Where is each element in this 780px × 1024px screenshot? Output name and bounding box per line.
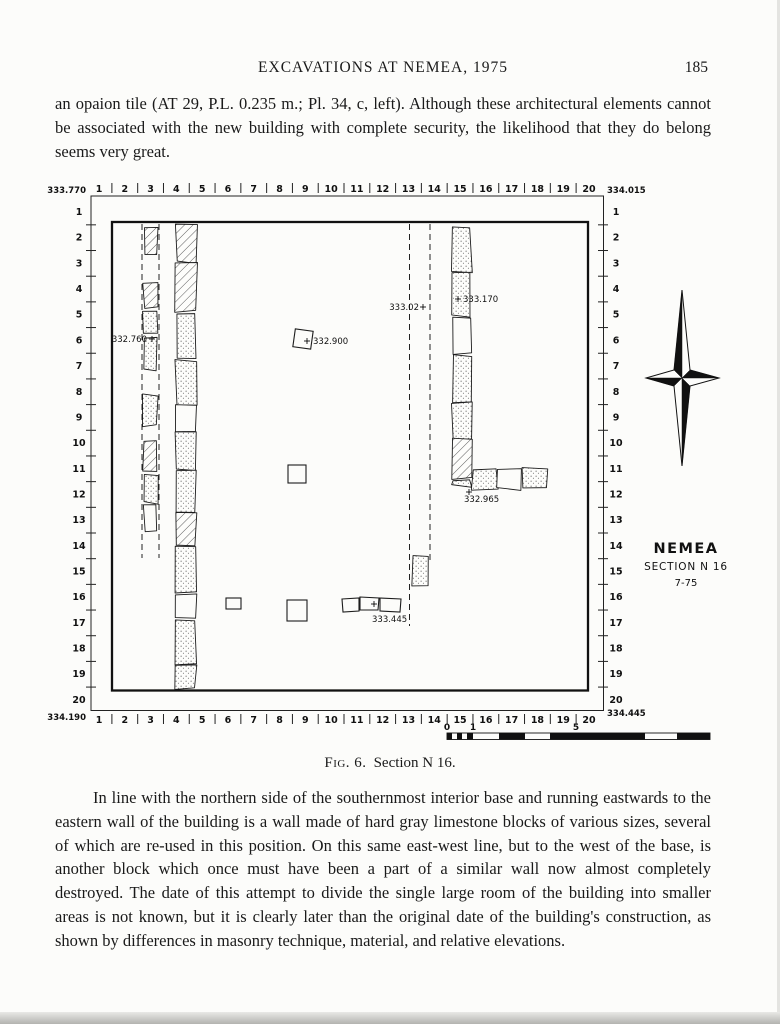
grid-number-top: 14 bbox=[427, 184, 441, 195]
wall-stone bbox=[175, 224, 197, 263]
grid-number-left: 4 bbox=[75, 284, 83, 296]
grid-number-left: 12 bbox=[72, 489, 86, 501]
north-arrow-icon bbox=[646, 290, 719, 466]
grid-number-top: 15 bbox=[453, 184, 467, 195]
grid-number-bottom: 6 bbox=[224, 715, 232, 726]
corner-elevation-top-left: 333.770 bbox=[47, 186, 86, 196]
wall-stone bbox=[143, 311, 158, 333]
grid-number-left: 6 bbox=[75, 335, 83, 347]
figure-caption-text: Section N 16. bbox=[373, 755, 456, 771]
wall-stone bbox=[175, 546, 196, 593]
wall-stone bbox=[452, 438, 472, 479]
grid-number-bottom: 8 bbox=[276, 715, 283, 726]
page-number: 185 bbox=[684, 59, 708, 76]
grid-number-left: 19 bbox=[72, 669, 86, 681]
wall-stone bbox=[451, 227, 472, 273]
grid-number-bottom: 11 bbox=[350, 715, 364, 726]
running-head-title: EXCAVATIONS AT NEMEA, 1975 bbox=[258, 59, 508, 76]
grid-number-top: 7 bbox=[250, 184, 258, 195]
wall-stone bbox=[176, 512, 197, 545]
grid-number-top: 10 bbox=[324, 184, 338, 195]
grid-number-right: 13 bbox=[609, 515, 623, 527]
grid-number-right: 3 bbox=[612, 258, 620, 270]
grid-number-bottom: 18 bbox=[530, 715, 545, 726]
grid-number-bottom: 10 bbox=[324, 715, 338, 726]
section-id: SECTION N 16 bbox=[644, 561, 728, 573]
grid-number-top: 16 bbox=[479, 184, 493, 195]
grid-number-bottom: 9 bbox=[302, 715, 309, 726]
grid-number-right: 1 bbox=[612, 207, 620, 218]
wall-stone bbox=[175, 263, 198, 313]
grid-number-top: 12 bbox=[376, 184, 390, 195]
wall-stone bbox=[175, 360, 197, 406]
grid-number-left: 20 bbox=[72, 694, 86, 706]
grid-number-left: 10 bbox=[72, 438, 86, 450]
grid-number-left: 5 bbox=[75, 309, 83, 321]
grid-number-bottom: 12 bbox=[376, 715, 390, 726]
figure-caption bbox=[0, 755, 780, 772]
wall-stone bbox=[471, 469, 498, 490]
grid-number-bottom: 13 bbox=[401, 715, 416, 726]
wall-stone bbox=[497, 469, 522, 491]
scan-edge-bottom bbox=[0, 1012, 780, 1024]
grid-number-right: 16 bbox=[609, 592, 623, 604]
grid-number-left: 7 bbox=[75, 361, 83, 373]
interior-base-middle bbox=[288, 465, 306, 483]
interior-base-south bbox=[287, 600, 307, 621]
wall-stone bbox=[143, 441, 157, 472]
grid-number-top: 2 bbox=[121, 184, 129, 195]
grid-number-right: 11 bbox=[609, 463, 623, 475]
grid-number-right: 10 bbox=[609, 438, 623, 450]
grid-number-right: 5 bbox=[612, 309, 620, 321]
grid-number-left: 16 bbox=[72, 592, 86, 604]
grid-number-bottom: 15 bbox=[453, 715, 467, 726]
small-block-west bbox=[226, 598, 241, 609]
scale-label-0: 0 bbox=[443, 723, 451, 733]
grid-number-top: 1 bbox=[95, 184, 103, 195]
wall-stone bbox=[177, 314, 196, 359]
grid-number-bottom: 7 bbox=[250, 715, 258, 726]
wall-stone bbox=[143, 505, 156, 532]
wall-block-row bbox=[380, 598, 401, 612]
grid-ruler bbox=[47, 183, 646, 726]
grid-number-top: 6 bbox=[224, 184, 232, 195]
grid-number-bottom: 16 bbox=[479, 715, 493, 726]
grid-number-right: 17 bbox=[609, 617, 623, 629]
grid-number-top: 4 bbox=[173, 184, 180, 195]
grid-number-bottom: 20 bbox=[582, 715, 596, 726]
section-plan-figure bbox=[0, 180, 780, 755]
elevation-label: 332.965 bbox=[464, 495, 500, 505]
grid-number-bottom: 2 bbox=[121, 715, 129, 726]
wall-stone bbox=[412, 556, 428, 586]
grid-number-left: 3 bbox=[75, 258, 83, 270]
figure-caption-prefix: Fig. 6. bbox=[324, 755, 367, 771]
body-paragraph-2: In line with the northern side of the southernmost interior base and running eastwards to the eastern wall of the building is a wall made of hard gray limestone blocks of various sizes, several of which are re-used in this position. On this same east-west line, but to the west of the base, is another block which once must have been a part of a similar wall now almost completely destroyed. The date of this attempt to divide the single large room of the building into smaller areas is not known, but it is clearly later than the original date of the building's construction, as shown by differences in masonry technique, material, and relative elevations. bbox=[55, 788, 711, 950]
elevation-label: 333.02 bbox=[389, 303, 419, 313]
excavation-walls bbox=[143, 224, 548, 689]
grid-number-bottom: 3 bbox=[147, 715, 154, 726]
grid-number-left: 8 bbox=[75, 386, 83, 398]
grid-number-right: 7 bbox=[612, 361, 620, 373]
grid-number-right: 14 bbox=[609, 540, 623, 552]
wall-stone bbox=[453, 355, 472, 403]
wall-stone bbox=[453, 317, 472, 354]
corner-elevation-bottom-right: 334.445 bbox=[607, 709, 646, 719]
elevation-label: 333.445 bbox=[372, 615, 408, 625]
elevation-label: 333.170 bbox=[463, 295, 499, 305]
grid-frame bbox=[91, 196, 604, 711]
elevation-label: 332.760 bbox=[111, 335, 147, 345]
grid-number-left: 15 bbox=[72, 566, 86, 578]
grid-number-top: 13 bbox=[401, 184, 416, 195]
wall-stone bbox=[175, 594, 197, 618]
wall-stone bbox=[143, 394, 159, 427]
wall-stone bbox=[176, 470, 196, 512]
wall-block-row bbox=[342, 598, 359, 612]
grid-number-top: 20 bbox=[582, 184, 596, 195]
body-paragraph-1: an opaion tile (AT 29, P.L. 0.235 m.; Pl. 34, c, left). Although these architectural elements cannot be associated with the new building with complete security, the likelihood that they do belong seems very great. bbox=[55, 94, 711, 161]
corner-elevation-top-right: 334.015 bbox=[607, 186, 646, 196]
grid-number-top: 5 bbox=[198, 184, 206, 195]
wall-stone bbox=[175, 620, 197, 665]
grid-number-left: 14 bbox=[72, 540, 86, 552]
grid-number-left: 17 bbox=[72, 617, 86, 629]
interior-base-north bbox=[293, 329, 313, 349]
wall-stone bbox=[175, 432, 196, 471]
grid-number-top: 3 bbox=[147, 184, 154, 195]
grid-number-bottom: 5 bbox=[198, 715, 206, 726]
grid-number-left: 11 bbox=[72, 463, 86, 475]
section-date: 7-75 bbox=[674, 578, 698, 589]
wall-stone bbox=[175, 665, 197, 689]
site-name: NEMEA bbox=[653, 541, 719, 557]
grid-number-right: 2 bbox=[612, 232, 620, 244]
grid-number-bottom: 4 bbox=[173, 715, 180, 726]
grid-number-top: 11 bbox=[350, 184, 364, 195]
wall-stone bbox=[144, 474, 158, 504]
grid-number-right: 4 bbox=[612, 284, 620, 296]
wall-stone bbox=[522, 468, 548, 488]
grid-number-left: 13 bbox=[72, 515, 86, 527]
grid-number-top: 18 bbox=[530, 184, 545, 195]
wall-stone bbox=[144, 227, 158, 254]
grid-number-right: 6 bbox=[612, 335, 620, 347]
grid-number-top: 19 bbox=[556, 184, 570, 195]
grid-number-right: 12 bbox=[609, 489, 623, 501]
grid-number-top: 8 bbox=[276, 184, 283, 195]
elevation-marker bbox=[420, 304, 426, 310]
interior-bases bbox=[226, 329, 401, 621]
section-label bbox=[644, 541, 728, 589]
wall-block-row bbox=[360, 597, 379, 610]
grid-number-bottom: 14 bbox=[427, 715, 441, 726]
grid-number-left: 2 bbox=[75, 232, 83, 244]
scale-label-5: 5 bbox=[572, 723, 580, 733]
grid-number-right: 19 bbox=[609, 669, 623, 681]
grid-number-bottom: 17 bbox=[505, 715, 519, 726]
elevation-label: 332.900 bbox=[313, 337, 349, 347]
grid-number-right: 9 bbox=[612, 412, 620, 424]
scale-label-1: 1 bbox=[469, 723, 477, 733]
wall-stone bbox=[143, 283, 158, 309]
wall-stone bbox=[175, 405, 196, 432]
grid-number-right: 18 bbox=[609, 643, 623, 655]
grid-number-right: 8 bbox=[612, 386, 620, 398]
wall-stone bbox=[451, 402, 472, 439]
grid-number-left: 9 bbox=[75, 412, 83, 424]
wall-stone bbox=[452, 480, 472, 487]
grid-number-top: 17 bbox=[505, 184, 519, 195]
grid-number-right: 15 bbox=[609, 566, 623, 578]
corner-elevation-bottom-left: 334.190 bbox=[47, 713, 86, 723]
grid-number-bottom: 1 bbox=[95, 715, 103, 726]
grid-number-left: 1 bbox=[75, 207, 83, 218]
grid-number-top: 9 bbox=[302, 184, 309, 195]
grid-number-right: 20 bbox=[609, 694, 623, 706]
grid-number-bottom: 19 bbox=[556, 715, 570, 726]
grid-number-left: 18 bbox=[72, 643, 86, 655]
